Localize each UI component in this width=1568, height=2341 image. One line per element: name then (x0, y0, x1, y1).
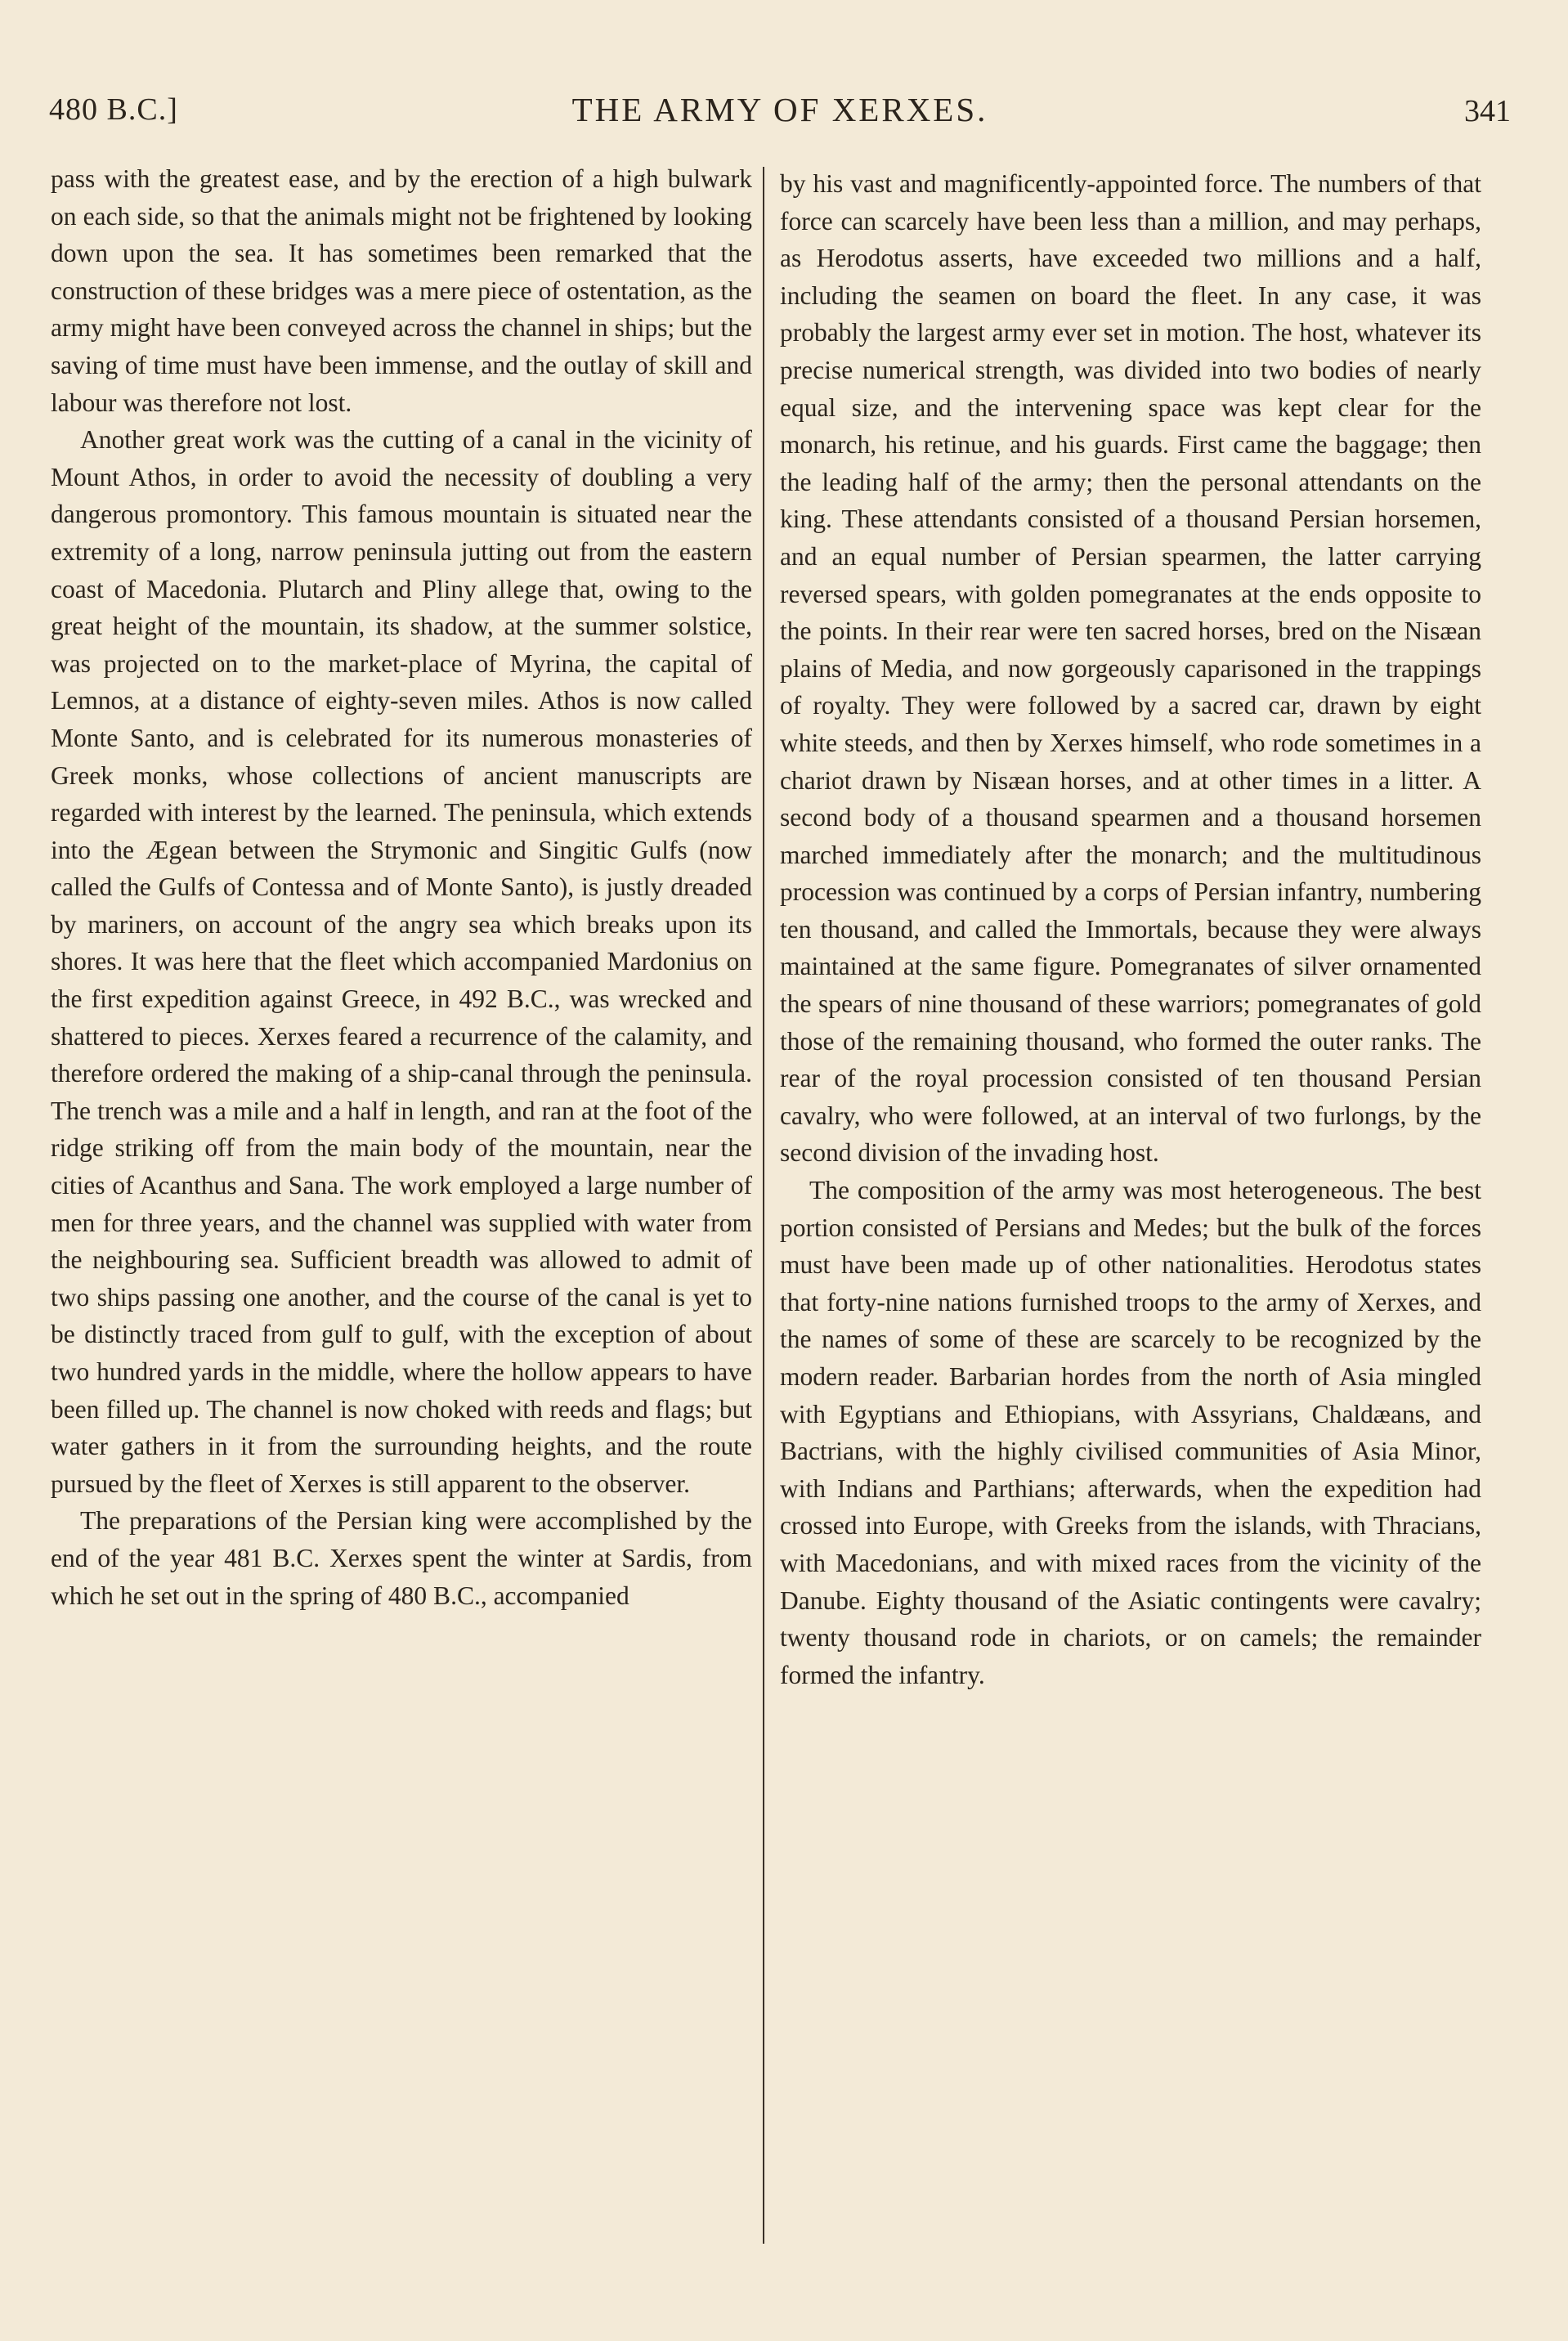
text-columns (51, 160, 1506, 2254)
paragraph: by his vast and magnificently-appointed force. The numbers of that force can scarcely have been less than a million, and may perhaps, as Herodotus asserts, have exceeded two millions and a half, including the seamen on board the fleet. In any case, it was probably the largest army ever set in motion. The host, whatever its precise numerical strength, was divided into two bodies of nearly equal size, and the intervening space was kept clear for the monarch, his retinue, and his guards. First came the baggage; then the leading half of the army; then the personal attendants on the king. These attendants consisted of a thousand Persian horsemen, and an equal number of Persian spearmen, the latter carrying reversed spears, with golden pomegranates at the ends opposite to the points. In their rear were ten sacred horses, bred on the Nisæan plains of Media, and now gorgeously caparisoned in the trappings of royalty. They were followed by a sacred car, drawn by eight white steeds, and then by Xerxes himself, who rode sometimes in a chariot drawn by Nisæan horses, and at other times in a litter. A second body of a thousand spearmen and a thousand horsemen marched immediately after the monarch; and the multitudinous procession was continued by a corps of Persian infantry, numbering ten thousand, and called the Immortals, because they were always maintained at the same figure. Pomegranates of silver ornamented the spears of nine thousand of these warriors; pomegranates of gold those of the remaining thousand, who formed the outer ranks. The rear of the royal procession consisted of ten thousand Persian cavalry, who were followed, at an interval of two furlongs, by the second division of the invading host. (780, 169, 1481, 1168)
right-column (780, 165, 1481, 1693)
paragraph: pass with the greatest ease, and by the erection of a high bulwark on each side, so that the animals might not be frightened by looking down upon the sea. It has sometimes been remarked that the construction of these bridges was a mere piece of ostentation, as the army might have been conveyed across the channel in ships; but the saving of time must have been immense, and the outlay of skill and labour was therefore not lost. (51, 164, 752, 417)
running-header (49, 82, 1511, 131)
paragraph: Another great work was the cutting of a canal in the vicinity of Mount Athos, in order to avoid the necessity of doubling a very dangerous promontory. This famous mountain is situated near the extremity of a long, narrow peninsula jutting out from the eastern coast of Macedonia. Plutarch and Pliny allege that, owing to the great height of the mountain, its shadow, at the summer solstice, was projected on to the market-place of Myrina, the capital of Lemnos, at a distance of eighty-seven miles. Athos is now called Monte Santo, and is celebrated for its numerous monasteries of Greek monks, whose collections of ancient manuscripts are regarded with interest by the learned. The peninsula, which extends into the Ægean between the Strymonic and Singitic Gulfs (now called the Gulfs of Contessa and of Monte Santo), is justly dreaded by mariners, on account of the angry sea which breaks upon its shores. It was here that the fleet which accompanied Mardonius on the first expedition against Greece, in 492 B.C., was wrecked and shattered to pieces. Xerxes feared a recurrence of the calamity, and therefore ordered the making of a ship-canal through the peninsula. The trench was a mile and a half in length, and ran at the foot of the ridge striking off from the main body of the mountain, near the cities of Acanthus and Sana. The work employed a large number of men for three years, and the channel was supplied with water from the neighbouring sea. Sufficient breadth was allowed to admit of two ships passing one another, and the course of the canal is yet to be distinctly traced from gulf to gulf, with the exception of about two hundred yards in the middle, where the hollow appears to have been filled up. The channel is now choked with reeds and flags; but water gathers in it from the surrounding heights, and the route pursued by the fleet of Xerxes is still apparent to the observer. (51, 425, 752, 1498)
page-title: THE ARMY OF XERXES. (571, 91, 988, 128)
page-number: 341 (1464, 94, 1511, 128)
paragraph: The composition of the army was most heterogeneous. The best portion consisted of Persians and Medes; but the bulk of the forces must have been made up of other nationalities. Herodotus states that forty-nine nations furnished troops to the army of Xerxes, and the names of some of these are scarcely to be recognized by the modern reader. Barbarian hordes from the north of Asia mingled with Egyptians and Ethiopians, with Assyrians, Chaldæans, and Bactrians, with the highly civilised communities of Asia Minor, with Indians and Parthians; afterwards, when the expedition had crossed into Europe, with Greeks from the islands, with Thracians, with Macedonians, and with mixed races from the vicinity of the Danube. Eighty thousand of the Asiatic contingents were cavalry; twenty thousand rode in chariots, or on camels; the remainder formed the infantry. (780, 1176, 1481, 1689)
paragraph: The preparations of the Persian king were accomplished by the end of the year 481 B.C. Xerxes spent the winter at Sardis, from which he set out in the spring of 480 B.C., accompanied (51, 1506, 752, 1610)
left-column (51, 160, 752, 1614)
header-date: 480 B.C.] (49, 92, 178, 127)
